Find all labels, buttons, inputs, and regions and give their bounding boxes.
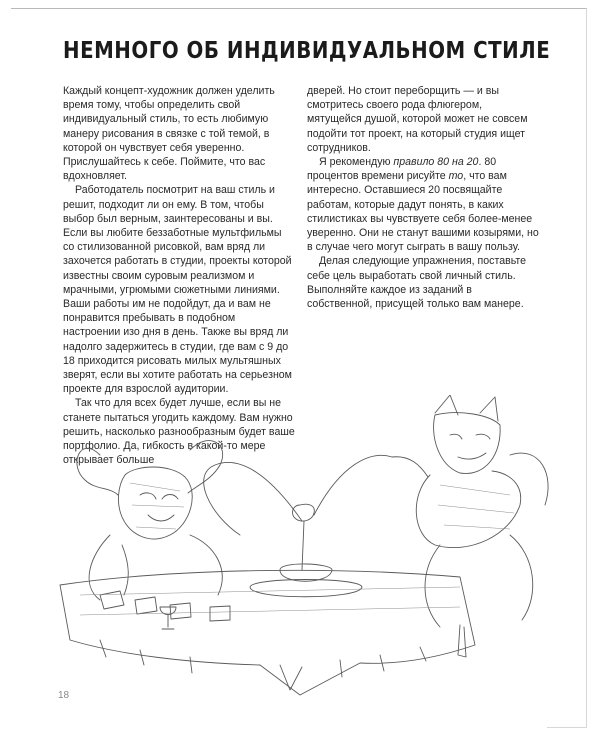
playing-cards	[100, 591, 230, 621]
paragraph-rule-80-20: Я рекомендую правило 80 на 20. 80 процентов времени рисуйте то, что вам интересно. Оставшиеся 20 посвящайте работам, которые дадут понять, в каких стилистиках вы чувствуете себя более-менее уверенно. Они не станут вашими козырями, но в случае чего могут сыграть в вашу пользу.	[307, 156, 539, 254]
goblet	[160, 607, 176, 629]
page-title: НЕМНОГО ОБ ИНДИВИДУАЛЬНОМ СТИЛЕ	[63, 38, 551, 64]
paragraph: Так что для всех будет лучше, если вы не станете пытаться угодить каждому. Вам нужно решить, насколько разнообразным будет ваше портфолио. Да, гибкость в какой-то мере открывает больше	[63, 397, 295, 467]
page-number: 18	[58, 690, 70, 701]
horned-demon-figure	[77, 441, 223, 600]
cat-demon-figure	[392, 395, 548, 657]
emphasis: правило 80 на 20	[393, 156, 479, 169]
tablecloth	[60, 570, 475, 695]
paragraph: Работодатель посмотрит на ваш стиль и решит, подходит ли он ему. В том, чтобы выбор был верным, заинтересованы и вы. Если вы любите беззаботные мультфильмы со стилизованной рисовкой, вам вряд ли захочется работать в студии, проекты которой известны своим суровым реализмом и мрачными, угрюмыми сюжетными линиями. Ваши работы им не подойдут, да и вам не понравится пребывать в подобном настроении изо дня в день. Также вы вряд ли надолго задержитесь в студии, где вам с 9 до 18 приходится рисовать милых мультяшных зверят, если вы хотите работать на серьезном проекте для взрослой аудитории.	[63, 184, 292, 396]
pencil-sketch-illustration	[40, 395, 560, 700]
text-column-right	[307, 84, 539, 311]
paragraph: дверей. Но стоит переборщить — и вы смотритесь своего рода флюгером, мятущейся душой, которой может не совсем подойти тот проект, на который студия ищет сотрудников.	[307, 85, 528, 154]
paragraph: Делая следующие упражнения, поставьте себе цель выработать свой личный стиль. Выполняйте каждое из заданий в собственной, присущей только вам манере.	[307, 255, 527, 311]
emphasis: то	[448, 170, 464, 183]
hookah	[204, 455, 392, 596]
paragraph: Каждый концепт-художник должен уделить время тому, чтобы определить свой индивидуальный стиль, то есть любимую манеру рисования в связке с той темой, в которой он чувствует себя уверенно. Прислушайтесь к себе. Поймите, что вас вдохновляет.	[63, 85, 275, 183]
